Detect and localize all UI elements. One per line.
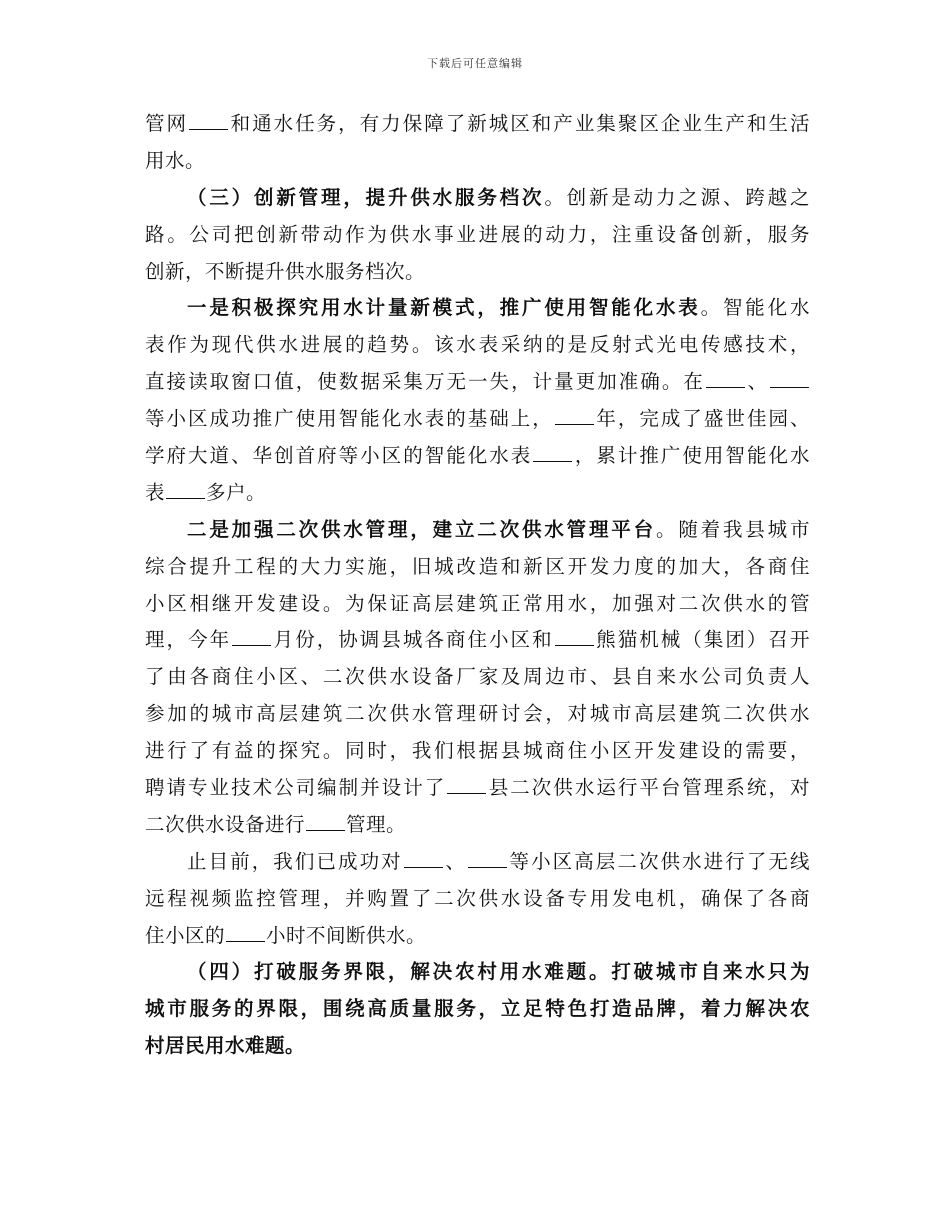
text-line [145,364,810,401]
text-line [145,438,810,475]
text-line [145,918,810,955]
body-text: 住小区的 小时不间断供水。 [145,924,426,947]
text-line [145,549,810,586]
text-line [145,733,810,770]
body-text: 聘请专业技术公司编制并设计了 县二次供水运行平台管理系统，对 [145,776,810,799]
blank-underline [468,846,507,867]
body-text: 。随着我县城市 [655,517,810,541]
body-text: 用水。 [145,148,206,172]
text-line [145,770,810,807]
body-text: 止目前，我们已成功对 、 等小区高层二次供水进行了无线 [187,850,810,873]
text-line [145,290,810,327]
text-line [145,143,810,180]
body-text: 小区相继开发建设。为保证高层建筑正常用水，加强对二次供水的管 [145,591,810,615]
text-line [145,622,810,659]
text-line [145,180,810,217]
body-text: 远程视频监控管理，并购置了二次供水设备专用发电机，确保了各商 [145,886,810,910]
bold-heading-text: （三）创新管理，提升供水服务档次 [187,185,545,209]
bold-heading-text: 城市服务的界限，围绕高质量服务，立足特色打造品牌，着力解决农 [145,997,810,1021]
text-line [145,659,810,696]
blank-underline [226,920,265,941]
text-line [145,844,810,881]
text-line [145,1028,810,1065]
body-text: 进行了有益的探究。同时，我们根据县城商住小区开发建设的需要， [145,739,810,763]
body-text: 表 多户。 [145,481,266,504]
body-text: 表作为现代供水进展的趋势。该水表采纳的是反射式光电传感技术， [145,333,810,357]
body-text: 二次供水设备进行 管理。 [145,813,406,836]
body-text: 了由各商住小区、二次供水设备厂家及周边市、县自来水公司负责人 [145,665,810,689]
body-text: 等小区成功推广使用智能化水表的基础上， 年，完成了盛世佳园、 [145,407,810,430]
bold-heading-text: 一是积极探究用水计量新模式，推广使用智能化水表 [187,296,701,320]
text-line [145,475,810,512]
blank-underline [706,367,745,388]
blank-underline [555,625,594,646]
text-line [145,106,810,143]
text-line [145,586,810,623]
blank-underline [447,773,486,794]
body-text: 理，今年 月份，协调县城各商住小区和 熊猫机械（集团）召开 [145,628,810,651]
body-text: 管网 和通水任务，有力保障了新城区和产业集聚区企业生产和生活 [145,112,810,135]
body-text: 路。公司把创新带动作为供水事业进展的动力，注重设备创新，服务 [145,222,810,246]
text-line [145,512,810,549]
blank-underline [189,109,228,130]
page-header-note: 下载后可任意编辑 [427,57,523,70]
blank-underline [533,441,572,462]
blank-underline [555,404,594,425]
text-line [145,401,810,438]
bold-heading-text: （四）打破服务界限，解决农村用水难题。打破城市自来水只为 [187,960,810,984]
blank-underline [404,846,443,867]
text-line [145,696,810,733]
body-text: 直接读取窗口值，使数据采集万无一失，计量更加准确。在 、 [145,370,810,393]
text-line [145,327,810,364]
blank-underline [232,625,271,646]
blank-underline [770,367,809,388]
bold-heading-text: 村居民用水难题。 [145,1034,306,1058]
body-text: 学府大道、华创首府等小区的智能化水表 ，累计推广使用智能化水 [145,444,810,467]
text-line [145,954,810,991]
blank-underline [306,809,345,830]
body-text: 参加的城市高层建筑二次供水管理研讨会，对城市高层建筑二次供水 [145,702,810,726]
text-line [145,991,810,1028]
text-line [145,881,810,918]
bold-heading-text: 二是加强二次供水管理，建立二次供水管理平台 [187,517,656,541]
document-body [145,106,810,1065]
blank-underline [166,477,205,498]
body-text: 。智能化水 [700,296,810,320]
body-text: 。创新是动力之源、跨越之 [544,185,810,209]
body-text: 综合提升工程的大力实施，旧城改造和新区开发力度的加大，各商住 [145,554,810,578]
body-text: 创新，不断提升供水服务档次。 [145,259,426,283]
text-line [145,807,810,844]
text-line [145,217,810,254]
text-line [145,254,810,291]
